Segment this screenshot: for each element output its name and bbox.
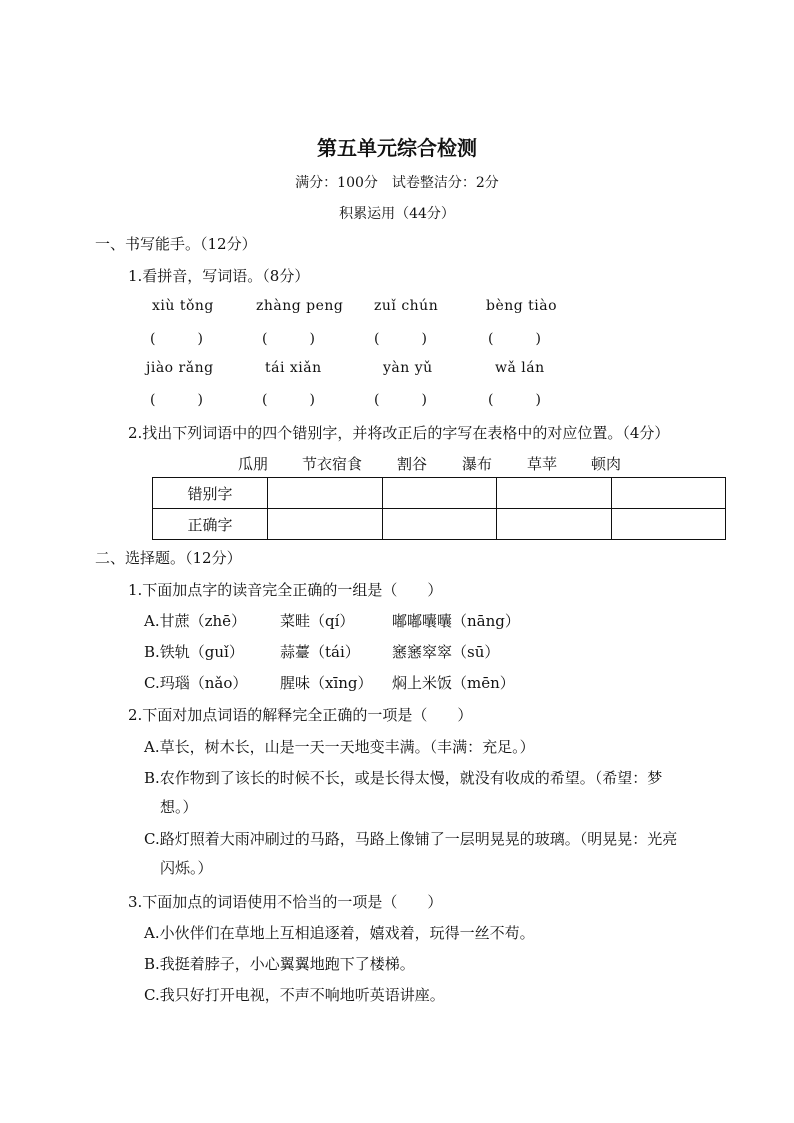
score-line: 满分：100分 试卷整洁分：2分 bbox=[295, 175, 499, 191]
option-a-1: A.甘蔗（zhē） bbox=[144, 612, 247, 630]
word-item: 瀑布 bbox=[462, 455, 493, 473]
option-text: C.路灯照着大雨冲刷过的马路，马路上像铺了一层明晃晃的玻璃。（明晃晃：光亮 bbox=[144, 830, 678, 848]
option-text: 闪烁。） bbox=[160, 859, 213, 877]
word-item: 节衣宿食 bbox=[302, 455, 363, 473]
pinyin-4: bèng tiào bbox=[486, 298, 558, 314]
option-text: A.小伙伴们在草地上互相追逐着，嬉戏着，玩得一丝不苟。 bbox=[144, 924, 535, 942]
option-b-1: B.铁轨（guǐ） bbox=[144, 643, 244, 661]
word-item: 瓜朋 bbox=[238, 455, 269, 473]
word-item: 割谷 bbox=[397, 455, 428, 473]
option-text: C.我只好打开电视，不声不响地听英语讲座。 bbox=[144, 986, 445, 1004]
answer-blank[interactable]: ( ) bbox=[374, 331, 427, 347]
answer-blank[interactable]: ( ) bbox=[488, 392, 541, 408]
option-c-2: 腥味（xīng） bbox=[280, 674, 373, 692]
table-row bbox=[153, 509, 726, 540]
answer-cell[interactable] bbox=[611, 478, 726, 509]
q1-label: 1.看拼音，写词语。（8分） bbox=[128, 267, 310, 285]
pinyin-1: xiù tǒng bbox=[152, 298, 214, 314]
option-text: A.草长，树木长，山是一天一天地变丰满。（丰满：充足。） bbox=[144, 738, 535, 756]
answer-blank[interactable]: ( ) bbox=[488, 331, 541, 347]
table-row bbox=[153, 478, 726, 509]
pinyin-3: zuǐ chún bbox=[374, 298, 439, 314]
answer-blank[interactable]: ( ) bbox=[262, 331, 315, 347]
p2-q1-label: 1.下面加点字的读音完全正确的一组是（ ） bbox=[128, 581, 443, 599]
answer-blank[interactable]: ( ) bbox=[374, 392, 427, 408]
section-label: 积累运用（44分） bbox=[339, 206, 455, 222]
pinyin-8: wǎ lán bbox=[495, 360, 545, 376]
option-text: B.我挺着脖子，小心翼翼地跑下了楼梯。 bbox=[144, 955, 415, 973]
answer-cell[interactable] bbox=[382, 509, 497, 540]
option-c-1: C.玛瑙（nǎo） bbox=[144, 674, 248, 692]
q2-label: 2.找出下列词语中的四个错别字，并将改正后的字写在表格中的对应位置。（4分） bbox=[128, 424, 670, 442]
pinyin-6: tái xiǎn bbox=[265, 360, 322, 376]
correction-table bbox=[152, 477, 726, 540]
row-header: 正确字 bbox=[153, 509, 268, 540]
answer-cell[interactable] bbox=[382, 478, 497, 509]
answer-cell[interactable] bbox=[268, 478, 383, 509]
answer-blank[interactable]: ( ) bbox=[150, 392, 203, 408]
part2-heading: 二、选择题。（12分） bbox=[95, 549, 242, 567]
p2-q3-label: 3.下面加点的词语使用不恰当的一项是（ ） bbox=[128, 893, 443, 911]
pinyin-2: zhàng peng bbox=[256, 298, 344, 314]
option-text: B.农作物到了该长的时候不长，或是长得太慢，就没有收成的希望。（希望：梦 bbox=[144, 769, 663, 787]
option-a-3: 嘟嘟囔囔（nāng） bbox=[392, 612, 520, 630]
option-c-3: 焖上米饭（mēn） bbox=[392, 674, 515, 692]
part1-heading: 一、书写能手。（12分） bbox=[95, 235, 257, 253]
answer-blank[interactable]: ( ) bbox=[262, 392, 315, 408]
row-header: 错别字 bbox=[153, 478, 268, 509]
p2-q2-label: 2.下面对加点词语的解释完全正确的一项是（ ） bbox=[128, 706, 473, 724]
word-item: 顿肉 bbox=[591, 455, 622, 473]
page-title: 第五单元综合检测 bbox=[317, 136, 477, 160]
answer-cell[interactable] bbox=[497, 509, 612, 540]
option-b-2: 蒜薹（tái） bbox=[280, 643, 360, 661]
pinyin-5: jiào rǎng bbox=[146, 360, 214, 376]
word-item: 草苹 bbox=[527, 455, 558, 473]
option-text: 想。） bbox=[160, 798, 198, 816]
option-b-3: 窸窸窣窣（sū） bbox=[392, 643, 500, 661]
option-a-2: 菜畦（qí） bbox=[280, 612, 355, 630]
answer-cell[interactable] bbox=[268, 509, 383, 540]
answer-cell[interactable] bbox=[497, 478, 612, 509]
answer-cell[interactable] bbox=[611, 509, 726, 540]
answer-blank[interactable]: ( ) bbox=[150, 331, 203, 347]
pinyin-7: yàn yǔ bbox=[383, 360, 433, 376]
